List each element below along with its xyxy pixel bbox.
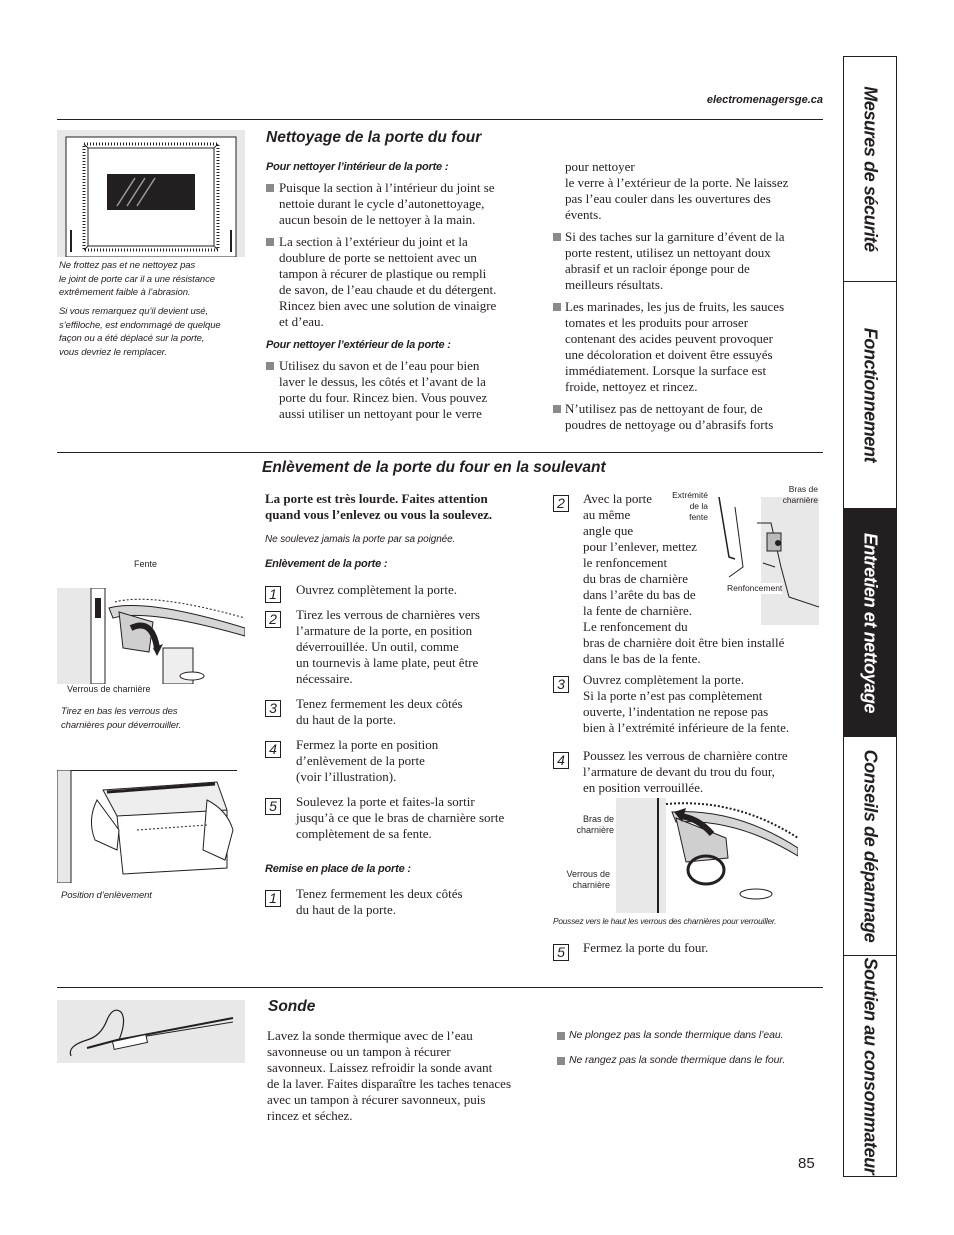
handle-warning: Ne soulevez jamais la porte par sa poignée. (265, 534, 456, 545)
gasket-caption-2: Si vous remarquez qu’il devient usé, s’effiloche, est endommagé de quelque façon ou a été déplacé sur la porte, vous devriez le remplacer. (59, 306, 221, 358)
step-number: 1 (265, 586, 281, 603)
gasket-caption-1: Ne frottez pas et ne nettoyez pas le joint de porte car il a une résistance extrêmement faible à l’abrasion. (59, 260, 215, 298)
replace-step-1: Tenez fermement les deux côtés du haut de la porte. (296, 886, 463, 917)
removal-step-1: Ouvrez complètement la porte. (296, 582, 457, 597)
inside-bullet-2: La section à l’extérieur du joint et la doublure de porte se nettoient avec un tampon à récurer de plastique ou rempli de savon, de l’eau chaude et du détergent. Rincez bien avec une solution de vinaigre et d’eau. (279, 234, 497, 329)
removal-step-4: Fermez la porte en position d’enlèvement de la porte (voir l’illustration). (296, 737, 439, 784)
removal-position-illustration (57, 770, 237, 883)
outside-bullet-1: Utilisez du savon et de l’eau pour bien laver le dessus, les côtés et l’avant de la porte du four. Rincez bien. Vous pouvez aussi utiliser un nettoyant pour le verre (279, 358, 488, 421)
tab-label: Mesures de sécurité (860, 86, 881, 252)
label-hinge-arm: Bras de charnière (782, 484, 818, 505)
replace-step-3: Ouvrez complètement la porte. Si la porte n’est pas complètement ouverte, l’indentation ne repose pas bien à l’extrémité inférieure de la fente. (583, 672, 790, 735)
right-bullet-2: Les marinades, les jus de fruits, les sauces tomates et les produits pour arroser contenant des acides peuvent provoquer une décoloration et doivent être essuyés immédiatement. Lorsque la surface est froide, nettoyez et rincez. (565, 299, 785, 394)
tab-label: Fonctionnement (860, 327, 881, 463)
replace-step-4: Poussez les verrous de charnière contre l’armature de devant du trou du four, en position verrouillée. (583, 748, 788, 795)
tab-fonctionnement[interactable] (843, 282, 897, 509)
fig4-caption: Poussez vers le haut les verrous des charnières pour verrouiller. (553, 916, 777, 926)
step-number: 5 (265, 798, 281, 815)
section-title-probe: Sonde (268, 998, 316, 1015)
step-number: 3 (553, 676, 569, 693)
hinge-recess-illustration (715, 497, 819, 625)
bullet-icon (553, 303, 561, 311)
section-rule (57, 987, 823, 988)
removal-heading: Enlèvement de la porte : (265, 558, 388, 570)
section-rule (57, 452, 823, 453)
top-rule (57, 119, 823, 120)
label-hinge-lock-2: Verrous de charnière (566, 869, 610, 890)
weight-warning: La porte est très lourde. Faites attention quand vous l’enlevez ou vous la soulevez. (265, 491, 493, 522)
removal-step-2: Tirez les verrous de charnières vers l’armature de la porte, en position déverrouillée. Un outil, comme un tournevis à lame plate, peut être nécessaire. (296, 607, 480, 686)
step-number: 5 (553, 944, 569, 961)
label-slot-end: Extrémité de la fente (672, 490, 708, 522)
bullet-icon (553, 233, 561, 241)
tab-conseils-depannage[interactable] (843, 737, 897, 956)
inside-bullet-1: Puisque la section à l’intérieur du joint se nettoie durant le cycle d’autonettoyage, aucun besoin de le nettoyer à la main. (279, 180, 495, 227)
replace-heading: Remise en place de la porte : (265, 863, 411, 875)
tab-label: Soutien au consommateur (860, 957, 881, 1175)
step-number: 2 (265, 611, 281, 628)
tab-label: Conseils de dépannage (860, 749, 881, 943)
step-number: 4 (265, 741, 281, 758)
step-number: 3 (265, 700, 281, 717)
bullet-icon (266, 362, 274, 370)
website-url: electromenagersge.ca (706, 94, 823, 106)
label-slot: Fente (134, 559, 158, 569)
right-bullet-3: N’utilisez pas de nettoyant de four, de poudres de nettoyage ou d’abrasifs forts (565, 401, 774, 432)
hinge-lock-push-illustration (616, 798, 798, 913)
outside-door-heading: Pour nettoyer l’extérieur de la porte : (266, 339, 451, 351)
step-number: 4 (553, 752, 569, 769)
label-recess: Renfoncement (727, 583, 783, 593)
probe-bullet-1: Ne plongez pas la sonde thermique dans l’eau. (569, 1029, 784, 1041)
probe-illustration (57, 1000, 245, 1063)
label-hinge-arm-2: Bras de charnière (576, 814, 614, 835)
bullet-icon (557, 1032, 565, 1040)
step-number: 2 (553, 495, 569, 512)
bullet-icon (266, 184, 274, 192)
removal-step-5: Soulevez la porte et faites-la sortir jusqu’à ce que le bras de charnière sorte complètement de sa fente. (296, 794, 505, 841)
removal-step-3: Tenez fermement les deux côtés du haut de la porte. (296, 696, 463, 727)
bullet-icon (553, 405, 561, 413)
tab-soutien-consommateur[interactable] (843, 956, 897, 1177)
inside-door-heading: Pour nettoyer l’intérieur de la porte : (266, 161, 449, 173)
probe-bullet-2: Ne rangez pas la sonde thermique dans le four. (569, 1054, 786, 1066)
hinge-lock-illustration (57, 588, 245, 684)
fig1-caption: Tirez en bas les verrous des charnières pour déverrouiller. (61, 706, 182, 731)
section-title-door-cleaning: Nettoyage de la porte du four (266, 129, 482, 146)
section-title-door-removal: Enlèvement de la porte du four en la soulevant (262, 459, 606, 476)
fig2-caption: Position d’enlèvement (61, 890, 152, 901)
replace-step-5: Fermez la porte du four. (583, 940, 709, 955)
bullet-icon (557, 1057, 565, 1065)
step-number: 1 (265, 890, 281, 907)
probe-body: Lavez la sonde thermique avec de l’eau savonneuse ou un tampon à récurer savonneux. Laissez refroidir la sonde avant de la laver. Faites disparaître les taches tenaces avec un tampon à récurer savonneux, puis rincez et séchez. (267, 1028, 512, 1123)
replace-step-2: Avec la porte au même angle que pour l’enlever, mettez le renfoncement du bras de charnière dans l’arête du bas de la fente de charnière. Le renfoncement du bras de charnière doit être bien installé dans le bas de la fente. (583, 491, 785, 666)
tab-entretien-nettoyage[interactable] (843, 509, 897, 737)
outside-bullet-continued: pour nettoyer le verre à l’extérieur de la porte. Ne laissez pas l’eau couler dans les ouvertures des évents. (565, 159, 789, 222)
tab-label: Entretien et nettoyage (860, 532, 881, 713)
label-hinge-lock: Verrous de charnière (67, 684, 151, 694)
tab-mesures-securite[interactable] (843, 56, 897, 282)
oven-door-illustration (57, 130, 245, 257)
right-bullet-1: Si des taches sur la garniture d’évent de la porte restent, utilisez un nettoyant doux abrasif et un racloir éponge pour de meilleurs résultats. (565, 229, 785, 292)
bullet-icon (266, 238, 274, 246)
page-number: 85 (798, 1155, 815, 1172)
